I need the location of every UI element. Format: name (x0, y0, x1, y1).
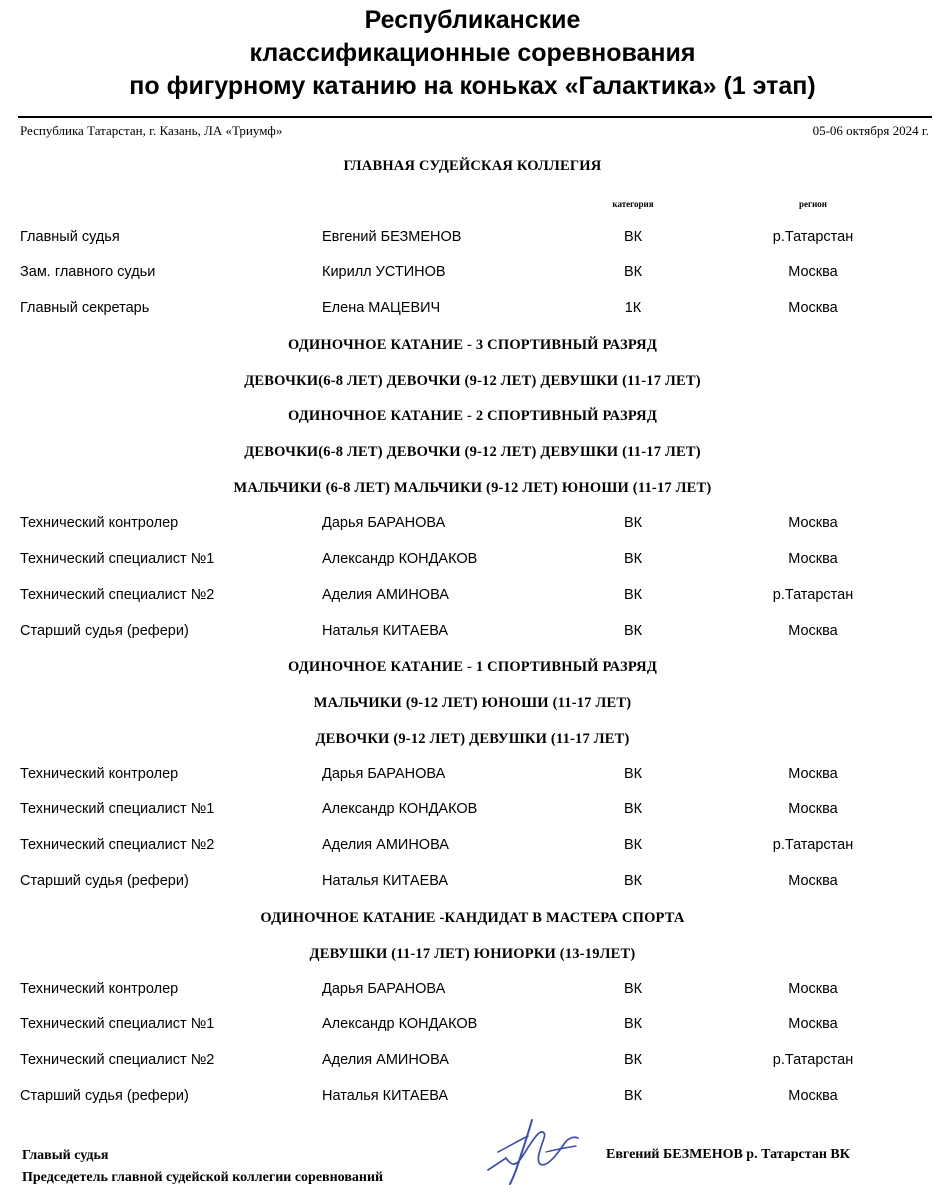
category-cell: ВК (623, 801, 643, 817)
name-cell: Наталья КИТАЕВА (322, 873, 449, 889)
header-divider (18, 116, 932, 118)
region-cell: Москва (788, 551, 838, 567)
category-cell: ВК (623, 1088, 643, 1104)
section-subheading: ДЕВОЧКИ(6-8 ЛЕТ) ДЕВОЧКИ (9-12 ЛЕТ) ДЕВУШКИ (11-17 ЛЕТ) (244, 373, 701, 389)
region-cell: р.Татарстан (772, 837, 854, 853)
name-cell: Наталья КИТАЕВА (322, 1088, 449, 1104)
section-subheading: ДЕВУШКИ (11-17 ЛЕТ) ЮНИОРКИ (13-19ЛЕТ) (309, 946, 636, 962)
section-heading: ОДИНОЧНОЕ КАТАНИЕ -КАНДИДАТ В МАСТЕРА СПОРТА (260, 910, 685, 926)
category-cell: ВК (623, 837, 643, 853)
role-cell: Зам. главного судьи (20, 264, 156, 280)
region-cell: Москва (788, 1016, 838, 1032)
name-cell: Аделия АМИНОВА (322, 587, 449, 603)
official-row (0, 551, 945, 571)
category-cell: ВК (623, 873, 643, 889)
dates-text: 05-06 октября 2024 г. (812, 123, 929, 138)
role-cell: Старший судья (рефери) (20, 623, 189, 639)
role-cell: Старший судья (рефери) (20, 1088, 189, 1104)
footer-signatory: Евгений БЕЗМЕНОВ р. Татарстан ВК (606, 1147, 850, 1162)
role-cell: Технический контролер (20, 766, 179, 782)
category-cell: ВК (623, 1052, 643, 1068)
official-row (0, 587, 945, 607)
name-cell: Наталья КИТАЕВА (322, 623, 449, 639)
official-row (0, 1088, 945, 1108)
category-cell: ВК (623, 766, 643, 782)
category-cell: ВК (623, 229, 643, 245)
panel-heading: ГЛАВНАЯ СУДЕЙСКАЯ КОЛЛЕГИЯ (343, 158, 602, 174)
category-cell: 1К (624, 300, 642, 316)
name-cell: Евгений БЕЗМЕНОВ (322, 229, 462, 245)
role-cell: Технический специалист №1 (20, 801, 215, 817)
section-subheading: ДЕВОЧКИ (9-12 ЛЕТ) ДЕВУШКИ (11-17 ЛЕТ) (315, 731, 630, 747)
section-heading: ОДИНОЧНОЕ КАТАНИЕ - 3 СПОРТИВНЫЙ РАЗРЯД (287, 337, 658, 353)
footer-title-line2: Председетель главной судейской коллегии соревнований (22, 1170, 384, 1185)
role-cell: Технический специалист №1 (20, 1016, 215, 1032)
role-cell: Технический специалист №2 (20, 1052, 215, 1068)
role-cell: Технический контролер (20, 515, 179, 531)
role-cell: Технический специалист №2 (20, 587, 215, 603)
region-cell: Москва (788, 801, 838, 817)
section-heading: ОДИНОЧНОЕ КАТАНИЕ - 2 СПОРТИВНЫЙ РАЗРЯД (287, 408, 658, 424)
region-cell: Москва (788, 264, 838, 280)
name-cell: Дарья БАРАНОВА (322, 766, 446, 782)
title-line: классификационные соревнования (249, 39, 696, 67)
region-cell: р.Татарстан (772, 229, 854, 245)
region-cell: р.Татарстан (772, 587, 854, 603)
region-cell: Москва (788, 300, 838, 316)
official-row (0, 229, 945, 249)
official-row (0, 873, 945, 893)
category-cell: ВК (623, 1016, 643, 1032)
region-cell: Москва (788, 981, 838, 997)
role-cell: Старший судья (рефери) (20, 873, 189, 889)
category-cell: ВК (623, 551, 643, 567)
column-header-region: регион (799, 199, 827, 209)
role-cell: Технический контролер (20, 981, 179, 997)
venue-text: Республика Татарстан, г. Казань, ЛА «Триумф» (20, 123, 283, 138)
category-cell: ВК (623, 587, 643, 603)
category-cell: ВК (623, 264, 643, 280)
official-row (0, 837, 945, 857)
section-subheading: МАЛЬЧИКИ (6-8 ЛЕТ) МАЛЬЧИКИ (9-12 ЛЕТ) ЮНОШИ (11-17 ЛЕТ) (233, 480, 712, 496)
official-row (0, 801, 945, 821)
region-cell: Москва (788, 766, 838, 782)
category-cell: ВК (623, 981, 643, 997)
category-cell: ВК (623, 623, 643, 639)
title-line: по фигурному катанию на коньках «Галактика» (1 этап) (129, 72, 816, 100)
official-row (0, 264, 945, 284)
name-cell: Елена МАЦЕВИЧ (322, 300, 441, 316)
name-cell: Дарья БАРАНОВА (322, 981, 446, 997)
category-cell: ВК (623, 515, 643, 531)
title-line: Республиканские (364, 6, 581, 34)
official-row (0, 623, 945, 643)
official-row (0, 766, 945, 786)
footer-title-line1: Главый судья (22, 1148, 109, 1163)
region-cell: Москва (788, 1088, 838, 1104)
role-cell: Технический специалист №1 (20, 551, 215, 567)
name-cell: Аделия АМИНОВА (322, 1052, 449, 1068)
official-row (0, 1052, 945, 1072)
region-cell: Москва (788, 515, 838, 531)
document-title (0, 4, 945, 103)
name-cell: Александр КОНДАКОВ (322, 1016, 478, 1032)
name-cell: Кирилл УСТИНОВ (322, 264, 446, 280)
section-heading: ОДИНОЧНОЕ КАТАНИЕ - 1 СПОРТИВНЫЙ РАЗРЯД (287, 659, 658, 675)
name-cell: Дарья БАРАНОВА (322, 515, 446, 531)
section-subheading: МАЛЬЧИКИ (9-12 ЛЕТ) ЮНОШИ (11-17 ЛЕТ) (313, 695, 632, 711)
name-cell: Аделия АМИНОВА (322, 837, 449, 853)
role-cell: Технический специалист №2 (20, 837, 215, 853)
name-cell: Александр КОНДАКОВ (322, 801, 478, 817)
role-cell: Главный секретарь (20, 300, 150, 316)
section-subheading: ДЕВОЧКИ(6-8 ЛЕТ) ДЕВОЧКИ (9-12 ЛЕТ) ДЕВУШКИ (11-17 ЛЕТ) (244, 444, 701, 460)
official-row (0, 515, 945, 535)
official-row (0, 300, 945, 320)
official-row (0, 1016, 945, 1036)
region-cell: р.Татарстан (772, 1052, 854, 1068)
signature-icon (484, 1112, 584, 1190)
region-cell: Москва (788, 873, 838, 889)
column-header-category: категория (612, 199, 654, 209)
role-cell: Главный судья (20, 229, 120, 245)
region-cell: Москва (788, 623, 838, 639)
official-row (0, 981, 945, 1001)
name-cell: Александр КОНДАКОВ (322, 551, 478, 567)
